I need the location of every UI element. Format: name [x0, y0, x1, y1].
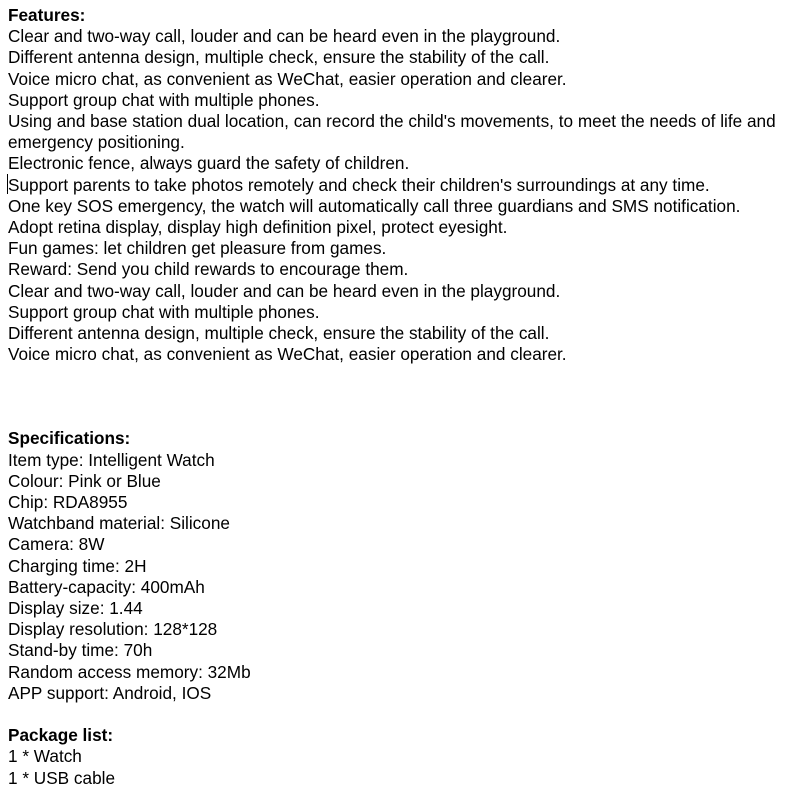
feature-item: Different antenna design, multiple check, ensure the stability of the call. [8, 47, 550, 68]
feature-item: Clear and two-way call, louder and can be heard even in the playground. [8, 26, 561, 47]
spec-item: Chip: RDA8955 [8, 492, 128, 513]
package-item: 1 * Watch [8, 746, 82, 767]
spec-item: Colour: Pink or Blue [8, 470, 161, 491]
spec-item: Display size: 1.44 [8, 598, 143, 619]
spec-item: Charging time: 2H [8, 555, 147, 576]
spec-item: Watchband material: Silicone [8, 513, 230, 534]
section-spacer [8, 704, 798, 725]
feature-item: Using and base station dual location, can record the child's movements, to meet the needs of life and emergency positioning. [8, 111, 776, 153]
package-item: 1 * USB cable [8, 767, 116, 788]
feature-item: Voice micro chat, as convenient as WeChat, easier operation and clearer. [8, 344, 567, 365]
feature-item: Adopt retina display, display high definition pixel, protect eyesight. [8, 217, 508, 238]
spec-item: Battery-capacity: 400mAh [8, 576, 205, 597]
feature-item: Different antenna design, multiple check, ensure the stability of the call. [8, 323, 550, 344]
section-spacer [8, 365, 798, 428]
product-description [8, 5, 798, 789]
feature-item: Fun games: let children get pleasure from games. [8, 238, 387, 259]
feature-item: Support group chat with multiple phones. [8, 301, 320, 322]
spec-item: Random access memory: 32Mb [8, 661, 251, 682]
feature-item: Support parents to take photos remotely and check their children's surroundings at any time. [8, 174, 710, 195]
feature-item: Reward: Send you child rewards to encourage them. [8, 259, 409, 280]
feature-item: One key SOS emergency, the watch will automatically call three guardians and SMS notification. [8, 195, 741, 216]
spec-item: Item type: Intelligent Watch [8, 449, 215, 470]
feature-item: Clear and two-way call, louder and can be heard even in the playground. [8, 280, 561, 301]
spec-item: Camera: 8W [8, 534, 105, 555]
text-cursor [7, 174, 8, 194]
package-list-heading: Package list: [8, 725, 114, 746]
spec-item: Stand-by time: 70h [8, 640, 153, 661]
spec-item: Display resolution: 128*128 [8, 619, 218, 640]
feature-item: Support group chat with multiple phones. [8, 89, 320, 110]
specifications-heading: Specifications: [8, 428, 131, 449]
spec-item: APP support: Android, IOS [8, 682, 212, 703]
features-heading: Features: [8, 5, 86, 25]
feature-item: Voice micro chat, as convenient as WeChat, easier operation and clearer. [8, 68, 567, 89]
feature-item: Electronic fence, always guard the safety of children. [8, 153, 410, 174]
